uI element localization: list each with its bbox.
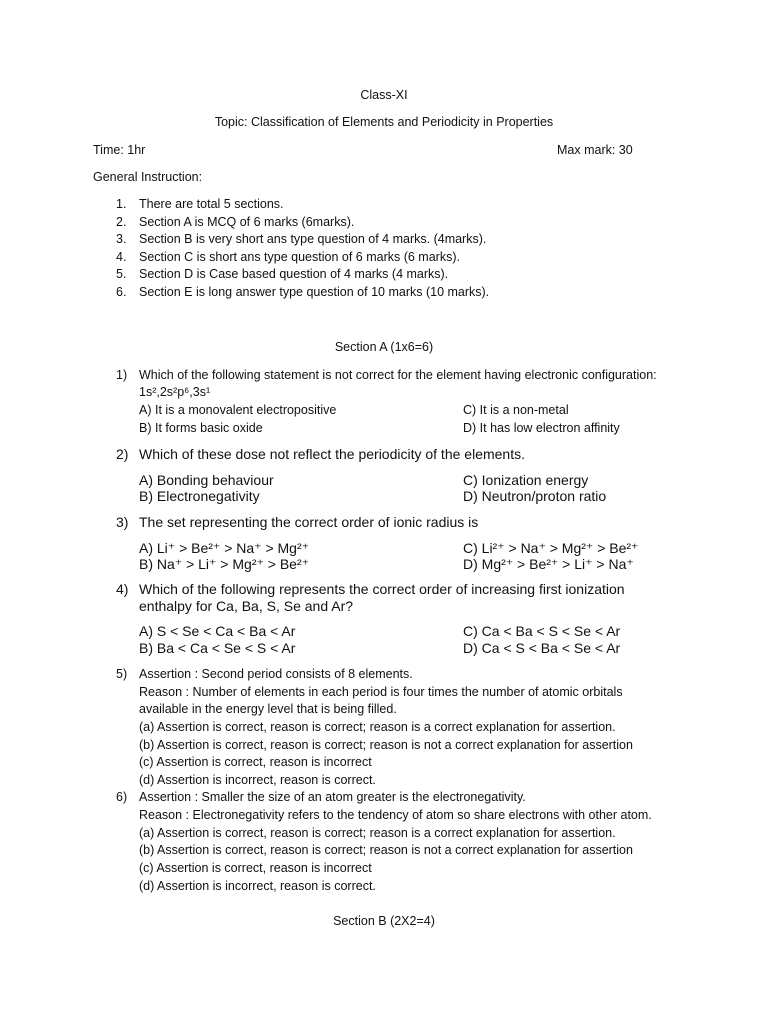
option-b: B) It forms basic oxide [139, 421, 263, 435]
option-c: C) Ca < Ba < S < Se < Ar [463, 623, 621, 639]
assertion-text: Assertion : Smaller the size of an atom greater is the electronegativity. [139, 790, 526, 804]
option-d: D) It has low electron affinity [463, 421, 620, 435]
general-instruction-heading: General Instruction: [93, 170, 203, 184]
instruction-item [116, 285, 489, 299]
instruction-item [116, 250, 460, 264]
question-number: 4) [116, 581, 129, 597]
instruction-text: There are total 5 sections. [139, 197, 284, 211]
question-number: 1) [116, 368, 128, 382]
option-c: (c) Assertion is correct, reason is incorrect [139, 861, 372, 875]
question-number: 3) [116, 514, 129, 530]
instruction-number: 6. [116, 285, 127, 299]
time-label: Time: 1hr [93, 143, 146, 157]
option-b: (b) Assertion is correct, reason is correct; reason is not a correct explanation for assertion [139, 738, 633, 752]
option-b: B) Electronegativity [139, 488, 260, 504]
question-text: Which of the following statement is not correct for the element having electronic configuration: [139, 368, 657, 382]
question-number: 6) [116, 790, 128, 804]
topic-heading: Topic: Classification of Elements and Periodicity in Properties [214, 115, 554, 129]
option-a: (a) Assertion is correct, reason is correct; reason is a correct explanation for assertion. [139, 826, 616, 840]
option-d: D) Ca < S < Ba < Se < Ar [463, 640, 621, 656]
option-a: A) Li⁺ > Be²⁺ > Na⁺ > Mg²⁺ [139, 540, 310, 556]
option-c: C) Ionization energy [463, 472, 589, 488]
instruction-number: 5. [116, 267, 127, 281]
instruction-text: Section E is long answer type question of 10 marks (10 marks). [139, 285, 490, 299]
option-c: C) It is a non-metal [463, 403, 569, 417]
option-b: B) Ba < Ca < Se < S < Ar [139, 640, 296, 656]
electronic-configuration: 1s²,2s²p⁶,3s¹ [139, 385, 211, 399]
instruction-text: Section A is MCQ of 6 marks (6marks). [139, 215, 355, 229]
max-mark-label: Max mark: 30 [557, 143, 633, 157]
instruction-item [116, 215, 354, 229]
option-d: (d) Assertion is incorrect, reason is correct. [139, 773, 376, 787]
question-text: Which of these dose not reflect the periodicity of the elements. [139, 446, 525, 462]
option-a: A) S < Se < Ca < Ba < Ar [139, 623, 296, 639]
option-c: (c) Assertion is correct, reason is incorrect [139, 755, 372, 769]
reason-text: Reason : Number of elements in each period is four times the number of atomic orbitals [139, 685, 623, 699]
option-d: D) Neutron/proton ratio [463, 488, 607, 504]
question-number: 5) [116, 667, 128, 681]
question-text: The set representing the correct order of ionic radius is [139, 514, 479, 530]
assertion-text: Assertion : Second period consists of 8 elements. [139, 667, 413, 681]
instruction-item [116, 232, 486, 246]
instruction-number: 1. [116, 197, 127, 211]
option-c: C) Li²⁺ > Na⁺ > Mg²⁺ > Be²⁺ [463, 540, 639, 556]
instruction-text: Section B is very short ans type question of 4 marks. (4marks). [139, 232, 487, 246]
question-text-line-2: enthalpy for Ca, Ba, S, Se and Ar? [139, 598, 354, 614]
instruction-number: 4. [116, 250, 127, 264]
instruction-item [116, 197, 284, 211]
option-d: (d) Assertion is incorrect, reason is correct. [139, 879, 376, 893]
reason-text-cont: available in the energy level that is being filled. [139, 702, 397, 716]
option-b: (b) Assertion is correct, reason is correct; reason is not a correct explanation for assertion [139, 843, 633, 857]
section-a-title: Section A (1x6=6) [334, 340, 434, 354]
option-a: A) It is a monovalent electropositive [139, 403, 337, 417]
option-b: B) Na⁺ > Li⁺ > Mg²⁺ > Be²⁺ [139, 556, 310, 572]
instruction-item [116, 267, 448, 281]
question-number: 2) [116, 446, 129, 462]
option-d: D) Mg²⁺ > Be²⁺ > Li⁺ > Na⁺ [463, 556, 634, 572]
section-b-title: Section B (2X2=4) [333, 914, 435, 928]
instruction-text: Section C is short ans type question of 6 marks (6 marks). [139, 250, 460, 264]
option-a: (a) Assertion is correct, reason is correct; reason is a correct explanation for assertion. [139, 720, 616, 734]
reason-text: Reason : Electronegativity refers to the tendency of atom so share electrons with other atom. [139, 808, 652, 822]
class-heading: Class-XI [360, 88, 408, 102]
instruction-text: Section D is Case based question of 4 marks (4 marks). [139, 267, 449, 281]
question-text-line-1: Which of the following represents the correct order of increasing first ionization [139, 581, 625, 597]
option-a: A) Bonding behaviour [139, 472, 274, 488]
instruction-number: 2. [116, 215, 127, 229]
instruction-number: 3. [116, 232, 127, 246]
